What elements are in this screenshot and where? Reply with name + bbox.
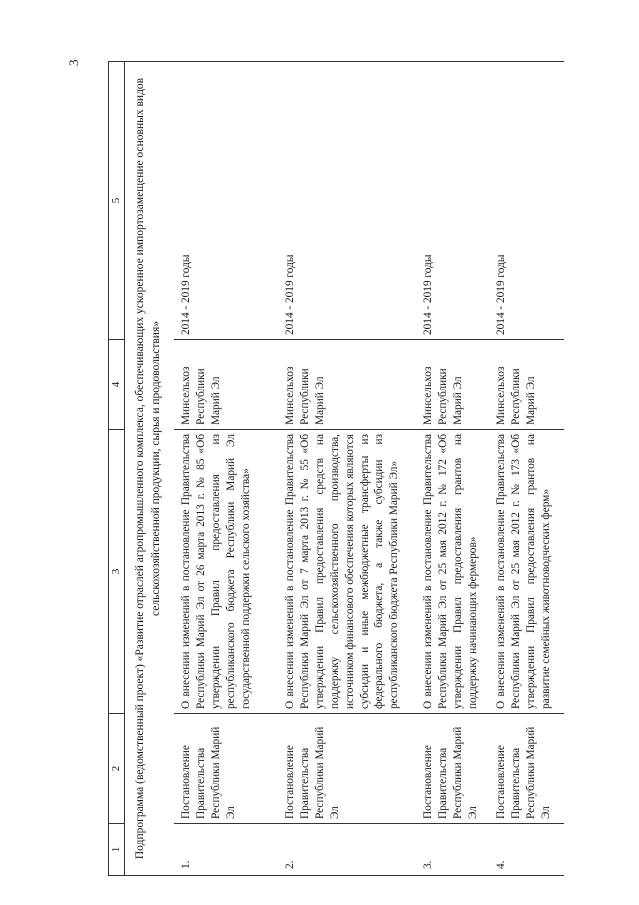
row-number: 1. — [174, 824, 278, 876]
table-row — [174, 62, 278, 876]
document-title: О внесении изменений в постановление Правительства Республики Марий Эл от 26 марта 2013 г. № 85 «Об утверждении Правил предоставления из республиканского бюджета Республики Марий Эл государственной поддержки сельского хозяйства» — [174, 430, 278, 714]
document-title: О внесении изменений в постановление Правительства Республики Марий Эл от 7 марта 2013 г. № 55 «Об утверждении Правил предоставления средств на поддержку сельскохозяйственного производства, источником финансового обеспечения которых являются субсидии и иные межбюджетные трансферты из федерального бюджета, а также субсидии из республиканского бюджета Республики Марий Эл» — [278, 430, 416, 714]
executor: Минсельхоз Республики Марий Эл — [416, 340, 489, 430]
executor: Минсельхоз Республики Марий Эл — [174, 340, 278, 430]
header-cell: 1 — [109, 824, 125, 876]
header-cell: 5 — [109, 62, 125, 340]
page-number: 3 — [66, 59, 81, 66]
row-number: 2. — [278, 824, 416, 876]
row-number: 3. — [416, 824, 489, 876]
header-cell: 3 — [109, 430, 125, 714]
document-title: О внесении изменений в постановление Правительства Республики Марий Эл от 25 мая 2012 г. № 172 «Об утверждении Правил предоставления грантов на поддержку начинающих фермеров» — [416, 430, 489, 714]
executor: Минсельхоз Республики Марий Эл — [278, 340, 416, 430]
header-cell: 4 — [109, 340, 125, 430]
table-row — [278, 62, 416, 876]
document-type: Постановление Правительства Республики Марий Эл — [174, 714, 278, 824]
period: 2014 - 2019 годы — [278, 62, 416, 340]
period: 2014 - 2019 годы — [174, 62, 278, 340]
document-title: О внесении изменений в постановление Правительства Республики Марий Эл от 25 мая 2012 г. № 173 «Об утверждении Правил предоставления грантов на развитие семейных животноводческих ферм» — [489, 430, 564, 714]
rotated-table-area — [108, 62, 639, 876]
row-number: 4. — [489, 824, 564, 876]
subprogram-title: Подпрограмма (ведомственный проект) «Развитие отраслей агропромышленного комплекса, обеспечивающих ускоренное импортозамещение основных видов сельскохозяйственной продукции, сырья и продовольствия» — [125, 62, 175, 876]
period: 2014 - 2019 годы — [416, 62, 489, 340]
document-type: Постановление Правительства Республики Марий Эл — [489, 714, 564, 824]
table-row — [489, 62, 564, 876]
table-row — [416, 62, 489, 876]
period: 2014 - 2019 годы — [489, 62, 564, 340]
executor: Минсельхоз Республики Марий Эл — [489, 340, 564, 430]
header-row — [109, 62, 125, 876]
measures-table — [108, 61, 564, 876]
subprogram-row — [125, 62, 175, 876]
header-cell: 2 — [109, 714, 125, 824]
document-type: Постановление Правительства Республики Марий Эл — [278, 714, 416, 824]
document-type: Постановление Правительства Республики Марий Эл — [416, 714, 489, 824]
